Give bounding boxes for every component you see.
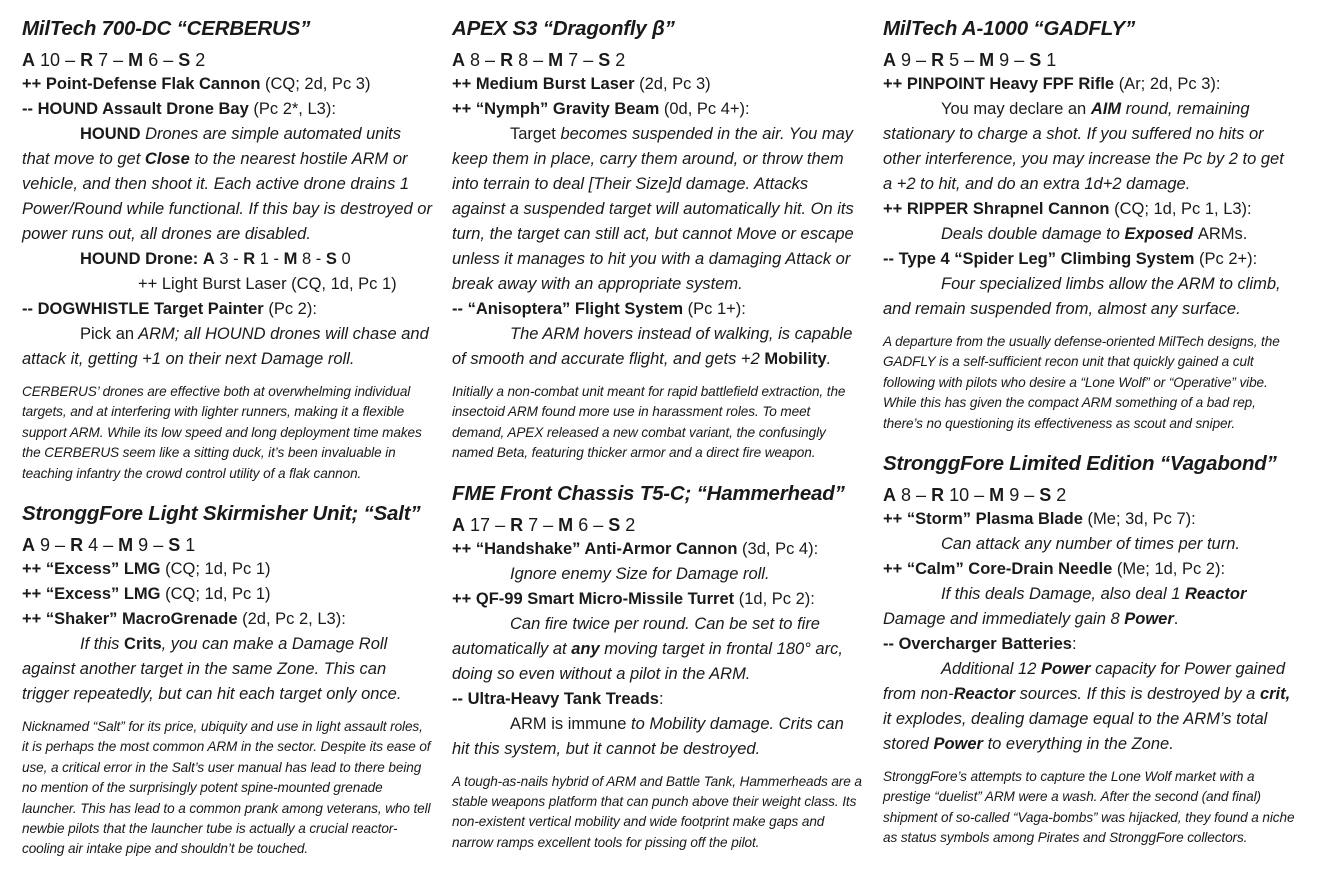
- flavor-text: Nicknamed “Salt” for its price, ubiquity and use in light assault roles, it is perhaps the most common ARM in the sector. Despite its ease of use, a critical error in the Salt’s user manual has lead to there being no mention of the surprisingly potent spine-mounted grenade launcher. This has lead to a common prank among veterans, who tell newbie pilots that the launcher tube is actually a crucial reactor-cooling air intake pipe and shouldn’t be touched.: [22, 719, 431, 857]
- system-description: Pick an ARM; all HOUND drones will chase and attack it, getting +1 on their next Damage roll.: [22, 325, 429, 368]
- system-description: ARM is immune to Mobility damage. Crits can hit this system, but it cannot be destroyed.: [452, 714, 844, 758]
- system-line: ++ “Shaker” MacroGrenade (2d, Pc 2, L3):: [22, 610, 346, 629]
- system-line: -- Type 4 “Spider Leg” Climbing System (Pc 2+):: [883, 250, 1258, 268]
- system-line: -- DOGWHISTLE Target Painter (Pc 2):: [22, 300, 317, 318]
- stat-line: A 17 – R 7 – M 6 – S 2: [452, 514, 636, 535]
- system-description: Deals double damage to Exposed ARMs.: [941, 225, 1248, 243]
- system-description: You may declare an AIM round, remaining stationary to charge a shot. If you suffered no hits or other interference, you may increase the Pc by 2 to get a +2 to hit, and do an extra 1d+2 damage.: [883, 100, 1284, 193]
- stat-line: A 8 – R 8 – M 7 – S 2: [452, 50, 626, 70]
- unit-title: FME Front Chassis T5-C; “Hammerhead”: [452, 481, 845, 505]
- unit-cerberus: [22, 14, 432, 484]
- system-description: Target becomes suspended in the air. You may keep them in place, carry them around, or throw them into terrain to deal [Their Size]d damage. Attacks against a suspended target will automatically hit. On its turn, the target can still act, but cannot Move or escape unless it manages to hit you with a damaging Attack or break away with an appropriate system.: [452, 125, 854, 293]
- stat-line: A 9 – R 5 – M 9 – S 1: [883, 50, 1057, 70]
- flavor-text: Initially a non-combat unit meant for rapid battlefield extraction, the insectoid ARM found more use in harassment roles. To meet demand, APEX released a new combat variant, the confusingly named Beta, featuring thicker armor and a direct fire weapon.: [452, 384, 846, 461]
- system-description: If this Crits, you can make a Damage Roll against another target in the same Zone. This can trigger repeatedly, but can hit each target only once.: [22, 635, 402, 704]
- flavor-text: A departure from the usually defense-oriented MilTech designs, the GADFLY is a self-sufficient recon unit that quickly gained a cult following with pilots who desire a “Lone Wolf” or “Operative” vibe. While this has given the compact ARM something of a bad rep, there’s no questioning its effectiveness as scout and sniper.: [883, 334, 1280, 431]
- system-description: If this deals Damage, also deal 1 Reactor Damage and immediately gain 8 Power.: [883, 585, 1247, 629]
- system-line: ++ QF-99 Smart Micro-Missile Turret (1d, Pc 2):: [452, 589, 815, 608]
- unit-hammerhead: [452, 479, 864, 854]
- system-line: ++ “Handshake” Anti-Armor Cannon (3d, Pc 4):: [452, 539, 819, 558]
- drone-weapon-line: ++ Light Burst Laser (CQ, 1d, Pc 1): [138, 275, 397, 293]
- unit-dragonfly: [452, 14, 864, 464]
- system-line: -- HOUND Assault Drone Bay (Pc 2*, L3):: [22, 100, 336, 118]
- unit-vagabond: [883, 449, 1295, 849]
- system-line: ++ Medium Burst Laser (2d, Pc 3): [452, 75, 711, 93]
- flavor-text: A tough-as-nails hybrid of ARM and Battle Tank, Hammerheads are a stable weapons platform that can punch above their weight class. Its non-existent vertical mobility and wide footprint make gaps and narrow ramps excellent tools for pissing off the pilot.: [452, 773, 862, 850]
- stat-line: A 8 – R 10 – M 9 – S 2: [883, 485, 1067, 506]
- system-description: Can fire twice per round. Can be set to fire automatically at any moving target in frontal 180° arc, doing so even without a pilot in the ARM.: [452, 614, 843, 683]
- system-description: Additional 12 Power capacity for Power gained from non-Reactor sources. If this is destroyed by a crit, it explodes, dealing damage equal to the ARM’s total stored Power to everything in the Zone.: [883, 660, 1291, 754]
- column-1: [22, 14, 432, 860]
- flavor-text: StronggFore’s attempts to capture the Lone Wolf market with a prestige “duelist” ARM were a wash. After the second (and final) shipment of so-called “Vaga-bombs” was hijacked, they found a niche as status symbols among Pirates and StronggFore collectors.: [883, 769, 1295, 846]
- system-line: ++ “Excess” LMG (CQ; 1d, Pc 1): [22, 585, 271, 604]
- stat-line: A 9 – R 4 – M 9 – S 1: [22, 535, 196, 556]
- drone-stat-line: HOUND Drone: A 3 - R 1 - M 8 - S 0: [80, 250, 351, 268]
- unit-salt: [22, 499, 432, 860]
- system-description: Can attack any number of times per turn.: [941, 535, 1240, 554]
- unit-title: APEX S3 “Dragonfly β”: [452, 17, 675, 40]
- system-line: ++ “Calm” Core-Drain Needle (Me; 1d, Pc 2):: [883, 560, 1226, 579]
- system-description: Four specialized limbs allow the ARM to climb, and remain suspended from, almost any surface.: [883, 275, 1281, 318]
- system-line: -- “Anisoptera” Flight System (Pc 1+):: [452, 300, 746, 318]
- stat-line: A 10 – R 7 – M 6 – S 2: [22, 50, 206, 70]
- unit-title: MilTech A-1000 “GADFLY”: [883, 17, 1136, 40]
- unit-title: MilTech 700-DC “CERBERUS”: [22, 17, 311, 40]
- unit-gadfly: [883, 14, 1295, 434]
- column-3: [883, 14, 1295, 849]
- system-description: The ARM hovers instead of walking, is capable of smooth and accurate flight, and gets +2 Mobility.: [452, 325, 853, 368]
- unit-title: StronggFore Limited Edition “Vagabond”: [883, 452, 1277, 476]
- flavor-text: CERBERUS’ drones are effective both at overwhelming individual targets, and at interfering with lighter runners, making it a flexible support ARM. While its low speed and long deployment time makes the CERBERUS seem like a sitting duck, it’s been invaluable in teaching infantry the crowd control utility of a flak cannon.: [22, 384, 422, 481]
- column-2: [452, 14, 864, 853]
- system-line: ++ PINPOINT Heavy FPF Rifle (Ar; 2d, Pc 3):: [883, 75, 1221, 93]
- system-line: ++ “Excess” LMG (CQ; 1d, Pc 1): [22, 560, 271, 579]
- system-line: -- Ultra-Heavy Tank Treads:: [452, 689, 664, 708]
- system-description: HOUND Drones are simple automated units that move to get Close to the nearest hostile ARM or vehicle, and then shoot it. Each active drone drains 1 Power/Round while functional. If this bay is destroyed or power runs out, all drones are disabled.: [22, 125, 432, 243]
- system-description: Ignore enemy Size for Damage roll.: [510, 564, 770, 583]
- system-line: ++ “Nymph” Gravity Beam (0d, Pc 4+):: [452, 100, 750, 118]
- system-line: ++ RIPPER Shrapnel Cannon (CQ; 1d, Pc 1, L3):: [883, 200, 1252, 218]
- system-line: -- Overcharger Batteries:: [883, 635, 1077, 654]
- system-line: ++ “Storm” Plasma Blade (Me; 3d, Pc 7):: [883, 510, 1196, 529]
- unit-title: StronggFore Light Skirmisher Unit; “Salt”: [22, 502, 421, 526]
- system-line: ++ Point-Defense Flak Cannon (CQ; 2d, Pc 3): [22, 75, 371, 93]
